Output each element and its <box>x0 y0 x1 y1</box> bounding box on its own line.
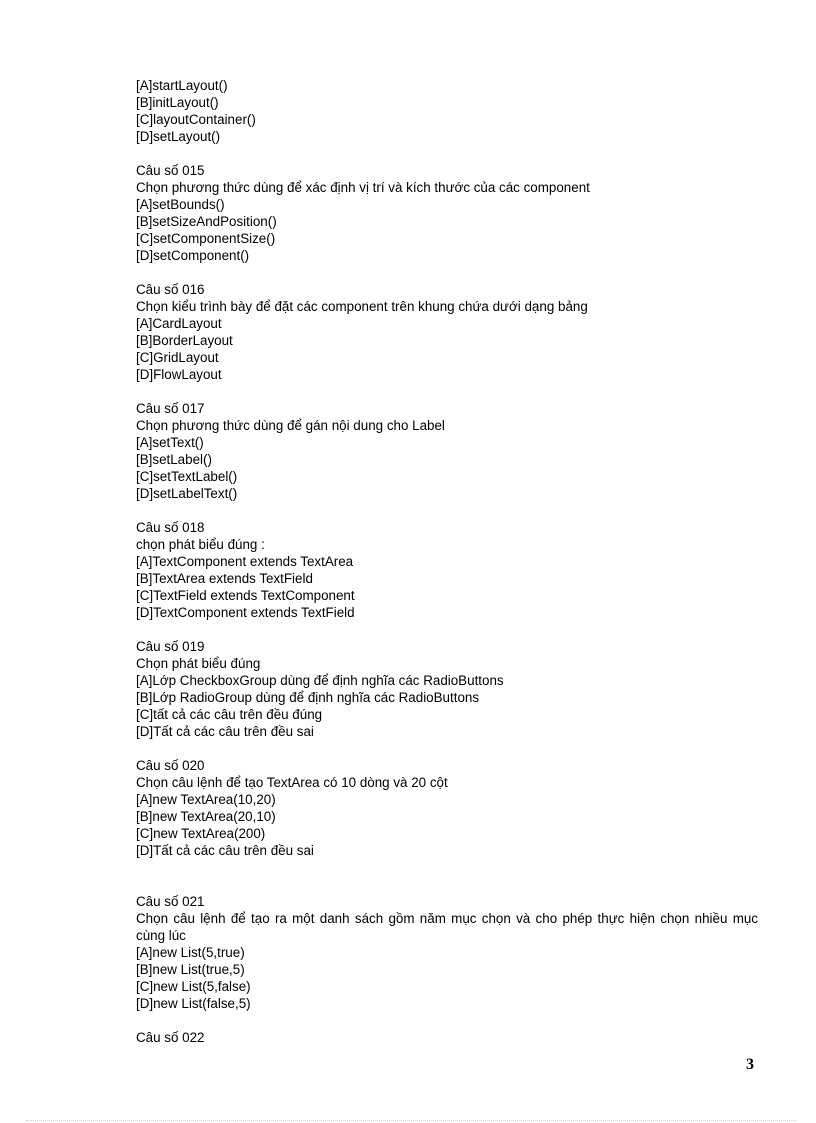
question-015 <box>136 162 758 264</box>
option: [C]GridLayout <box>136 350 219 365</box>
question-text: Chọn câu lệnh để tạo TextArea có 10 dòng và 20 cột <box>136 775 448 790</box>
option: [A]startLayout() <box>136 78 228 93</box>
option: [D]setLabelText() <box>136 486 238 501</box>
question-text: Chọn phương thức dùng để gán nội dung cho Label <box>136 418 445 433</box>
option: [B]new TextArea(20,10) <box>136 809 276 824</box>
page-number: 3 <box>746 1056 754 1073</box>
option: [C]new TextArea(200) <box>136 826 266 841</box>
question-020 <box>136 757 758 859</box>
option: [B]TextArea extends TextField <box>136 571 313 586</box>
question-title: Câu số 018 <box>136 520 205 535</box>
option: [D]TextComponent extends TextField <box>136 605 355 620</box>
option: [C]setTextLabel() <box>136 469 238 484</box>
question-018 <box>136 519 758 621</box>
option: [D]Tất cả các câu trên đều sai <box>136 843 314 858</box>
option: [A]TextComponent extends TextArea <box>136 554 354 569</box>
option: [D]setComponent() <box>136 248 250 263</box>
question-title: Câu số 022 <box>136 1030 205 1045</box>
question-title: Câu số 021 <box>136 894 205 909</box>
option: [B]initLayout() <box>136 95 219 110</box>
option: [A]Lớp CheckboxGroup dùng để định nghĩa các RadioButtons <box>136 673 504 688</box>
option: [B]new List(true,5) <box>136 962 245 977</box>
question-text: Chọn kiểu trình bày để đặt các component trên khung chứa dưới dạng bảng <box>136 299 588 314</box>
option: [B]Lớp RadioGroup dùng để định nghĩa các RadioButtons <box>136 690 480 705</box>
document-body <box>136 77 762 1046</box>
question-017 <box>136 400 758 502</box>
question-016 <box>136 281 758 383</box>
leading-options <box>136 77 758 145</box>
option: [D]Tất cả các câu trên đều sai <box>136 724 314 739</box>
option: [B]setSizeAndPosition() <box>136 214 277 229</box>
question-text: Chọn phát biểu đúng <box>136 656 261 671</box>
question-title: Câu số 016 <box>136 282 205 297</box>
question-019 <box>136 638 758 740</box>
option: [C]layoutContainer() <box>136 112 256 127</box>
question-021 <box>136 893 762 1012</box>
question-title: Câu số 019 <box>136 639 205 654</box>
question-title: Câu số 015 <box>136 163 205 178</box>
question-text: Chọn phương thức dùng để xác định vị trí và kích thước của các component <box>136 180 590 195</box>
option: [B]BorderLayout <box>136 333 233 348</box>
option: [A]CardLayout <box>136 316 222 331</box>
option: [D]setLayout() <box>136 129 221 144</box>
page-bottom-divider <box>26 1120 796 1121</box>
question-title: Câu số 017 <box>136 401 205 416</box>
option: [D]new List(false,5) <box>136 996 251 1011</box>
option: [A]setText() <box>136 435 204 450</box>
option: [B]setLabel() <box>136 452 212 467</box>
option: [A]new List(5,true) <box>136 945 245 960</box>
question-title: Câu số 020 <box>136 758 205 773</box>
question-text: chọn phát biểu đúng : <box>136 537 265 552</box>
option: [A]new TextArea(10,20) <box>136 792 276 807</box>
option: [C]setComponentSize() <box>136 231 276 246</box>
option: [C]new List(5,false) <box>136 979 251 994</box>
option: [D]FlowLayout <box>136 367 222 382</box>
option: [C]TextField extends TextComponent <box>136 588 355 603</box>
option: [C]tất cả các câu trên đều đúng <box>136 707 323 722</box>
question-text: Chọn câu lệnh để tạo ra một danh sách gồm năm mục chọn và cho phép thực hiện chọn nhiều mục cùng lúc <box>136 911 762 943</box>
option: [A]setBounds() <box>136 197 225 212</box>
